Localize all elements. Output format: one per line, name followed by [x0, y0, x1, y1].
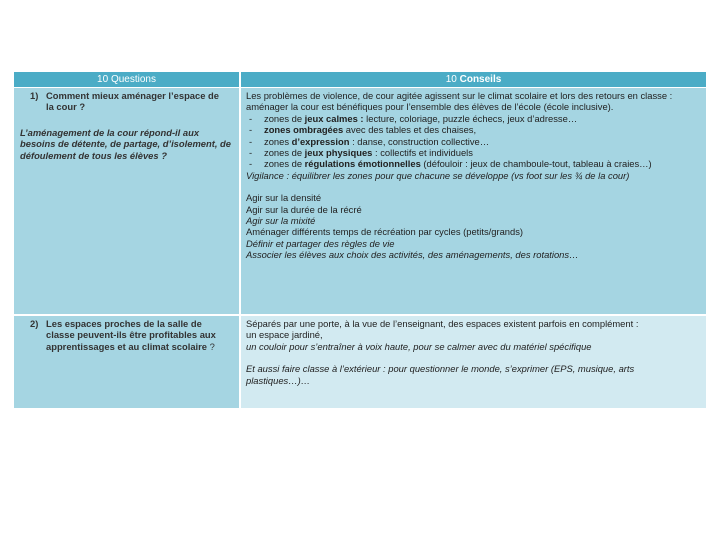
header-conseils — [241, 72, 706, 87]
zone-item: - zones de régulations émotionnelles (défouloir : jeux de chamboule-tout, tableau à craies…) — [249, 158, 652, 170]
action-item: Définir et partager des règles de vie — [246, 237, 395, 249]
question-2-text: Les espaces proches de la salle de classe peuvent-ils être profitables aux apprentissages et au climat scolaire — [46, 318, 216, 352]
question-cell-2 — [14, 316, 239, 408]
zone-item: - zones de jeux physiques : collectifs et individuels — [249, 147, 473, 159]
question-1-note: L’aménagement de la cour répond-il aux besoins de détente, de partage, d’isolement, de défoulement de tous les élèves ? — [20, 126, 231, 161]
zone-item: - zones ombragées avec des tables et des chaises, — [249, 124, 477, 136]
advice-2-line: Séparés par une porte, à la vue de l’enseignant, des espaces existent parfois en complément : — [246, 318, 639, 329]
advice-1-intro: Les problèmes de violence, de cour agitée agissent sur le climat scolaire et lors des retours en classe : aménager la cour est bénéfiques pour l’ensemble des élèves de l’école (école inclusive). — [246, 90, 673, 113]
vigilance-note: Vigilance : équilibrer les zones pour que chacune se développe (vs foot sur les ¾ de la cour) — [246, 169, 630, 181]
advice-2-line: un couloir pour s’entraîner à voix haute, pour se calmer avec du matériel spécifique — [246, 340, 592, 352]
action-item: Associer les élèves aux choix des activités, des aménagements, des rotations… — [246, 249, 579, 261]
header-conseils-label: Conseils — [459, 74, 502, 85]
advice-2-outdoor: Et aussi faire classe à l’extérieur : pour questionner le monde, s’exprimer (EPS, musique, arts plastiques…)… — [246, 363, 635, 386]
question-2-end: ? — [207, 340, 215, 352]
action-item: Agir sur la mixité — [246, 215, 316, 227]
question-1-text: Comment mieux aménager l’espace de la cour ? — [46, 90, 219, 113]
action-item: Agir sur la densité — [246, 192, 322, 204]
question-cell-1 — [14, 88, 239, 314]
action-item: Aménager différents temps de récréation par cycles (petits/grands) — [246, 226, 524, 238]
question-2-number: 2) — [30, 318, 39, 329]
advice-cell-2 — [241, 316, 706, 408]
advice-2-line: un espace jardiné, — [246, 329, 323, 341]
header-questions-num: 10 — [97, 74, 109, 85]
question-1 — [14, 88, 239, 113]
header-conseils-num: 10 — [445, 74, 457, 85]
question-2 — [14, 316, 239, 352]
header-questions-label: Questions — [110, 74, 156, 85]
advice-cell-1 — [241, 88, 706, 314]
zone-item: - zones d’expression : danse, construction collective… — [249, 135, 490, 147]
question-1-number: 1) — [30, 90, 39, 101]
action-item: Agir sur la durée de la récré — [246, 203, 362, 215]
header-questions — [14, 72, 239, 87]
zone-item: - zones de jeux calmes : lecture, coloriage, puzzle échecs, jeux d’adresse… — [249, 112, 578, 124]
